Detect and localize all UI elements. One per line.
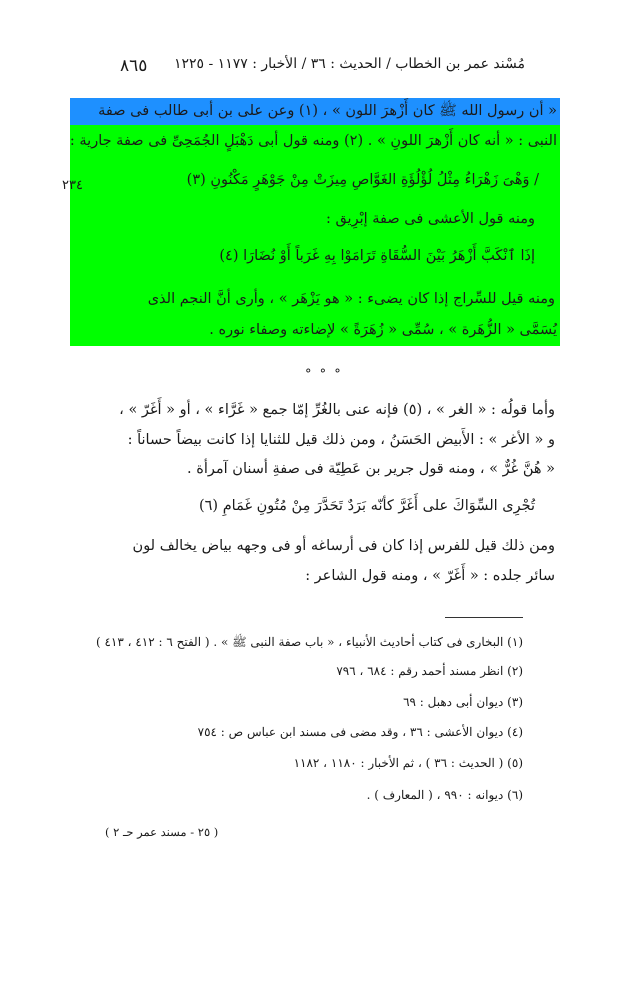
body-line: النبى : « أنه كان أَزْهرَ اللونِ » . (٢) ومنه قول أبى دَهْبَلٍ الجُمَحِىِّ فى صفة جارية : [69, 133, 557, 149]
body-line: و « الأغر » : الأَبيض الحَسَنُ ، ومن ذلك قيل للثنايا إذا كانت بيضاً حساناً : [127, 432, 555, 448]
margin-note: ٢٣٤ [62, 178, 83, 193]
section-separator: ° ° ° [305, 367, 343, 382]
footnote: (٤) ديوان الأعشى : ٣٦ ، وقد مضى فى مسند ابن عباس ص : ٧٥٤ [197, 725, 523, 739]
body-line: ومنه قيل للسِّراج إذا كان يضىء : « هو يَزْهَر » ، وأرى أنَّ النجم الذى [147, 291, 555, 307]
verse-line: / وَهْىَ زَهْرَاءُ مِثْلُ لُؤْلُؤَةِ الغَوَّاصِ مِيزَتْ مِنْ جَوْهَرٍ مَكْنُونِ (٣) [186, 172, 539, 188]
signature-mark: ( ٢٥ - مسند عمر حـ ٢ ) [105, 825, 219, 839]
body-line: « هُنَّ غُرٌّ » ، ومنه قول جرير بن عَطِيّة فى صفةِ أسنان آمرأة . [187, 461, 555, 477]
footnote: (٢) انظر مسند أحمد رقم : ٦٨٤ ، ٧٩٦ [336, 664, 523, 678]
verse-line: تُجْرِى السِّوَاكَ على أَغَرَّ كأنّه بَرَدٌ تَحَدَّرَ مِنْ مُتُونِ غَمَامِ (٦) [198, 498, 535, 514]
body-line: سائر جلده : « أَغَرّ » ، ومنه قول الشاعر : [305, 568, 555, 584]
body-line: « أن رسول الله ﷺ كان أَزْهرَ اللون » ، (١) وعن على بن أبى طالب فى صفة [98, 103, 557, 119]
body-line: ومن ذلك قيل للفرس إذا كان فى أرساغه أو فى وجهه بياض يخالف لون [132, 538, 555, 554]
verse-line: إذَا ٱنْكَبَّ أَزْهَرُ بَيْنَ السُّقَاةِ تَرَامَوْا بِهِ غَرَباً أَوْ نُضَارَا (٤) [219, 248, 535, 264]
footnote: (١) البخارى فى كتاب أحاديث الأنبياء ، « باب صفة النبى ﷺ » . ( الفتح ٦ : ٤١٢ ، ٤١٣ ) [95, 635, 523, 649]
body-line: وأما قولُه : « الغر » ، (٥) فإنه عنى بالغُرِّ إمّا جمع « غَرَّاء » ، أو « أَغَرّ » ، [119, 402, 555, 418]
running-title: مُسْند عمر بن الخطاب / الحديث : ٣٦ / الأخبار : ١١٧٧ - ١٢٢٥ [173, 56, 525, 72]
page-number: ٨٦٥ [120, 56, 148, 76]
page-header [120, 56, 525, 80]
footnote: (٣) ديوان أبى دهبل : ٦٩ [403, 695, 523, 709]
body-line: يُسَمَّى « الزُّهَرة » ، سُمِّى « زُهَرَةً » لإضاءته وصفاء نوره . [209, 322, 557, 338]
body-line: ومنه قول الأعشى فى صفة إبْرِيق : [325, 211, 535, 227]
footnote: (٦) ديوانه : ٩٩٠ ، ( المعارف ) . [366, 788, 523, 802]
footnote-divider [445, 617, 523, 618]
highlight-green [70, 125, 560, 346]
footnote: (٥) ( الحديث : ٣٦ ) ، ثم الأخبار : ١١٨٠ ، ١١٨٢ [293, 756, 523, 770]
